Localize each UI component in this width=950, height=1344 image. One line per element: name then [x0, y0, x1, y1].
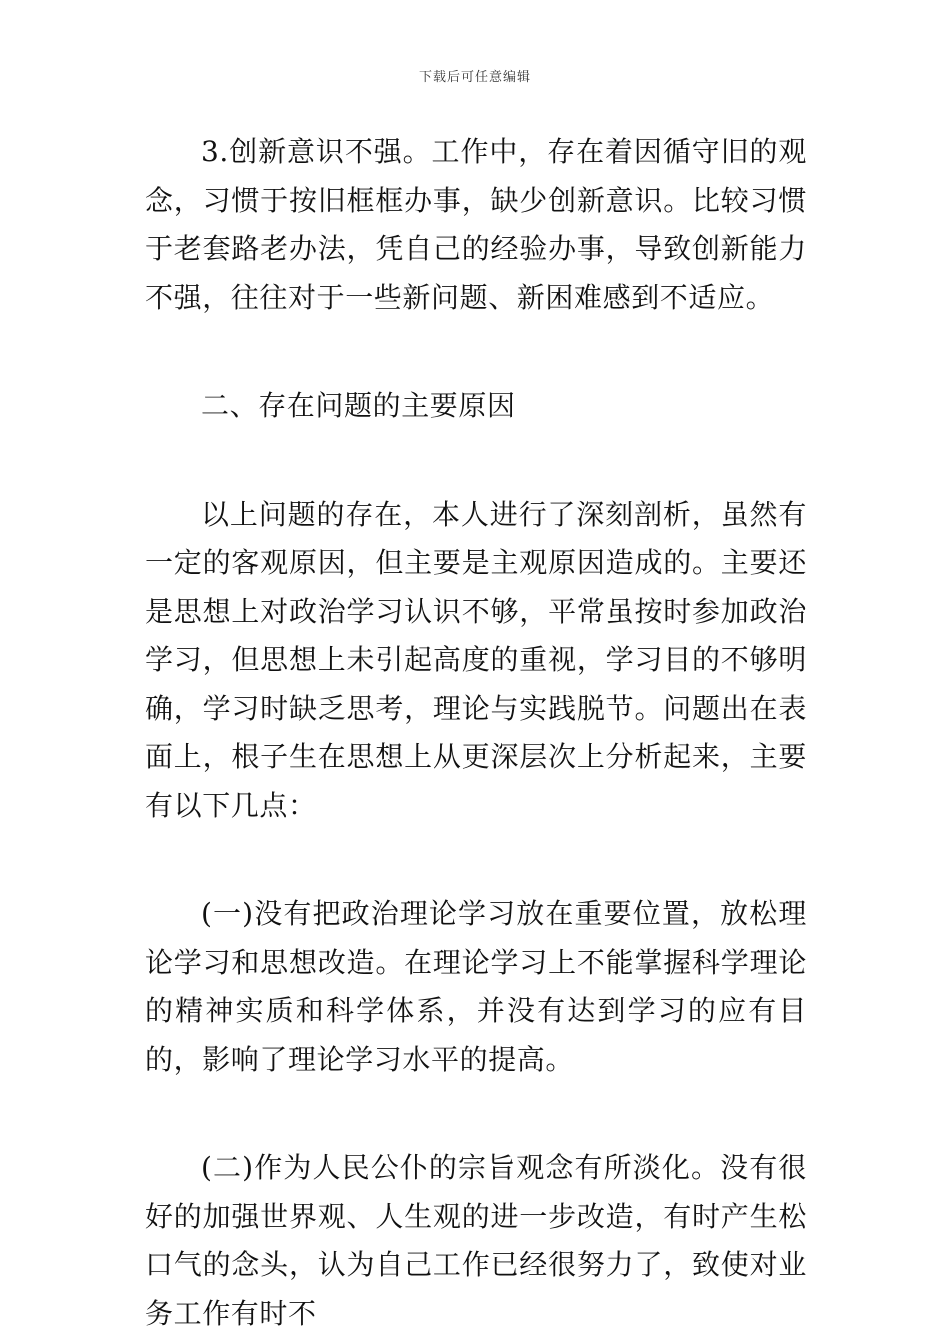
paragraph-gap — [145, 322, 807, 382]
paragraph-point-two: (二)作为人民公仆的宗旨观念有所淡化。没有很好的加强世界观、人生观的进一步改造，有时产生松口气的念头，认为自己工作已经很努力了，致使对业务工作有时不 — [145, 1151, 807, 1330]
document-body — [145, 128, 807, 1338]
paragraph-gap — [145, 830, 807, 890]
paragraph-gap — [145, 1084, 807, 1144]
paragraph-analysis: 以上问题的存在，本人进行了深刻剖析，虽然有一定的客观原因，但主要是主观原因造成的。主要还是思想上对政治学习认识不够，平常虽按时参加政治学习，但思想上未引起高度的重视，学习目的不够明确，学习时缺乏思考，理论与实践脱节。问题出在表面上，根子生在思想上从更深层次上分析起来，主要有以下几点： — [145, 497, 807, 822]
paragraph-gap — [145, 431, 807, 491]
paragraph-point-one: (一)没有把政治理论学习放在重要位置，放松理论学习和思想改造。在理论学习上不能掌握科学理论的精神实质和科学体系，并没有达到学习的应有目的，影响了理论学习水平的提高。 — [145, 897, 807, 1076]
paragraph-innovation: 3.创新意识不强。工作中，存在着因循守旧的观念，习惯于按旧框框办事，缺少创新意识。比较习惯于老套路老办法，凭自己的经验办事，导致创新能力不强，往往对于一些新问题、新困难感到不适应。 — [145, 135, 807, 314]
section-heading-main-causes: 二、存在问题的主要原因 — [201, 389, 516, 422]
header-note: 下载后可任意编辑 — [418, 70, 531, 85]
